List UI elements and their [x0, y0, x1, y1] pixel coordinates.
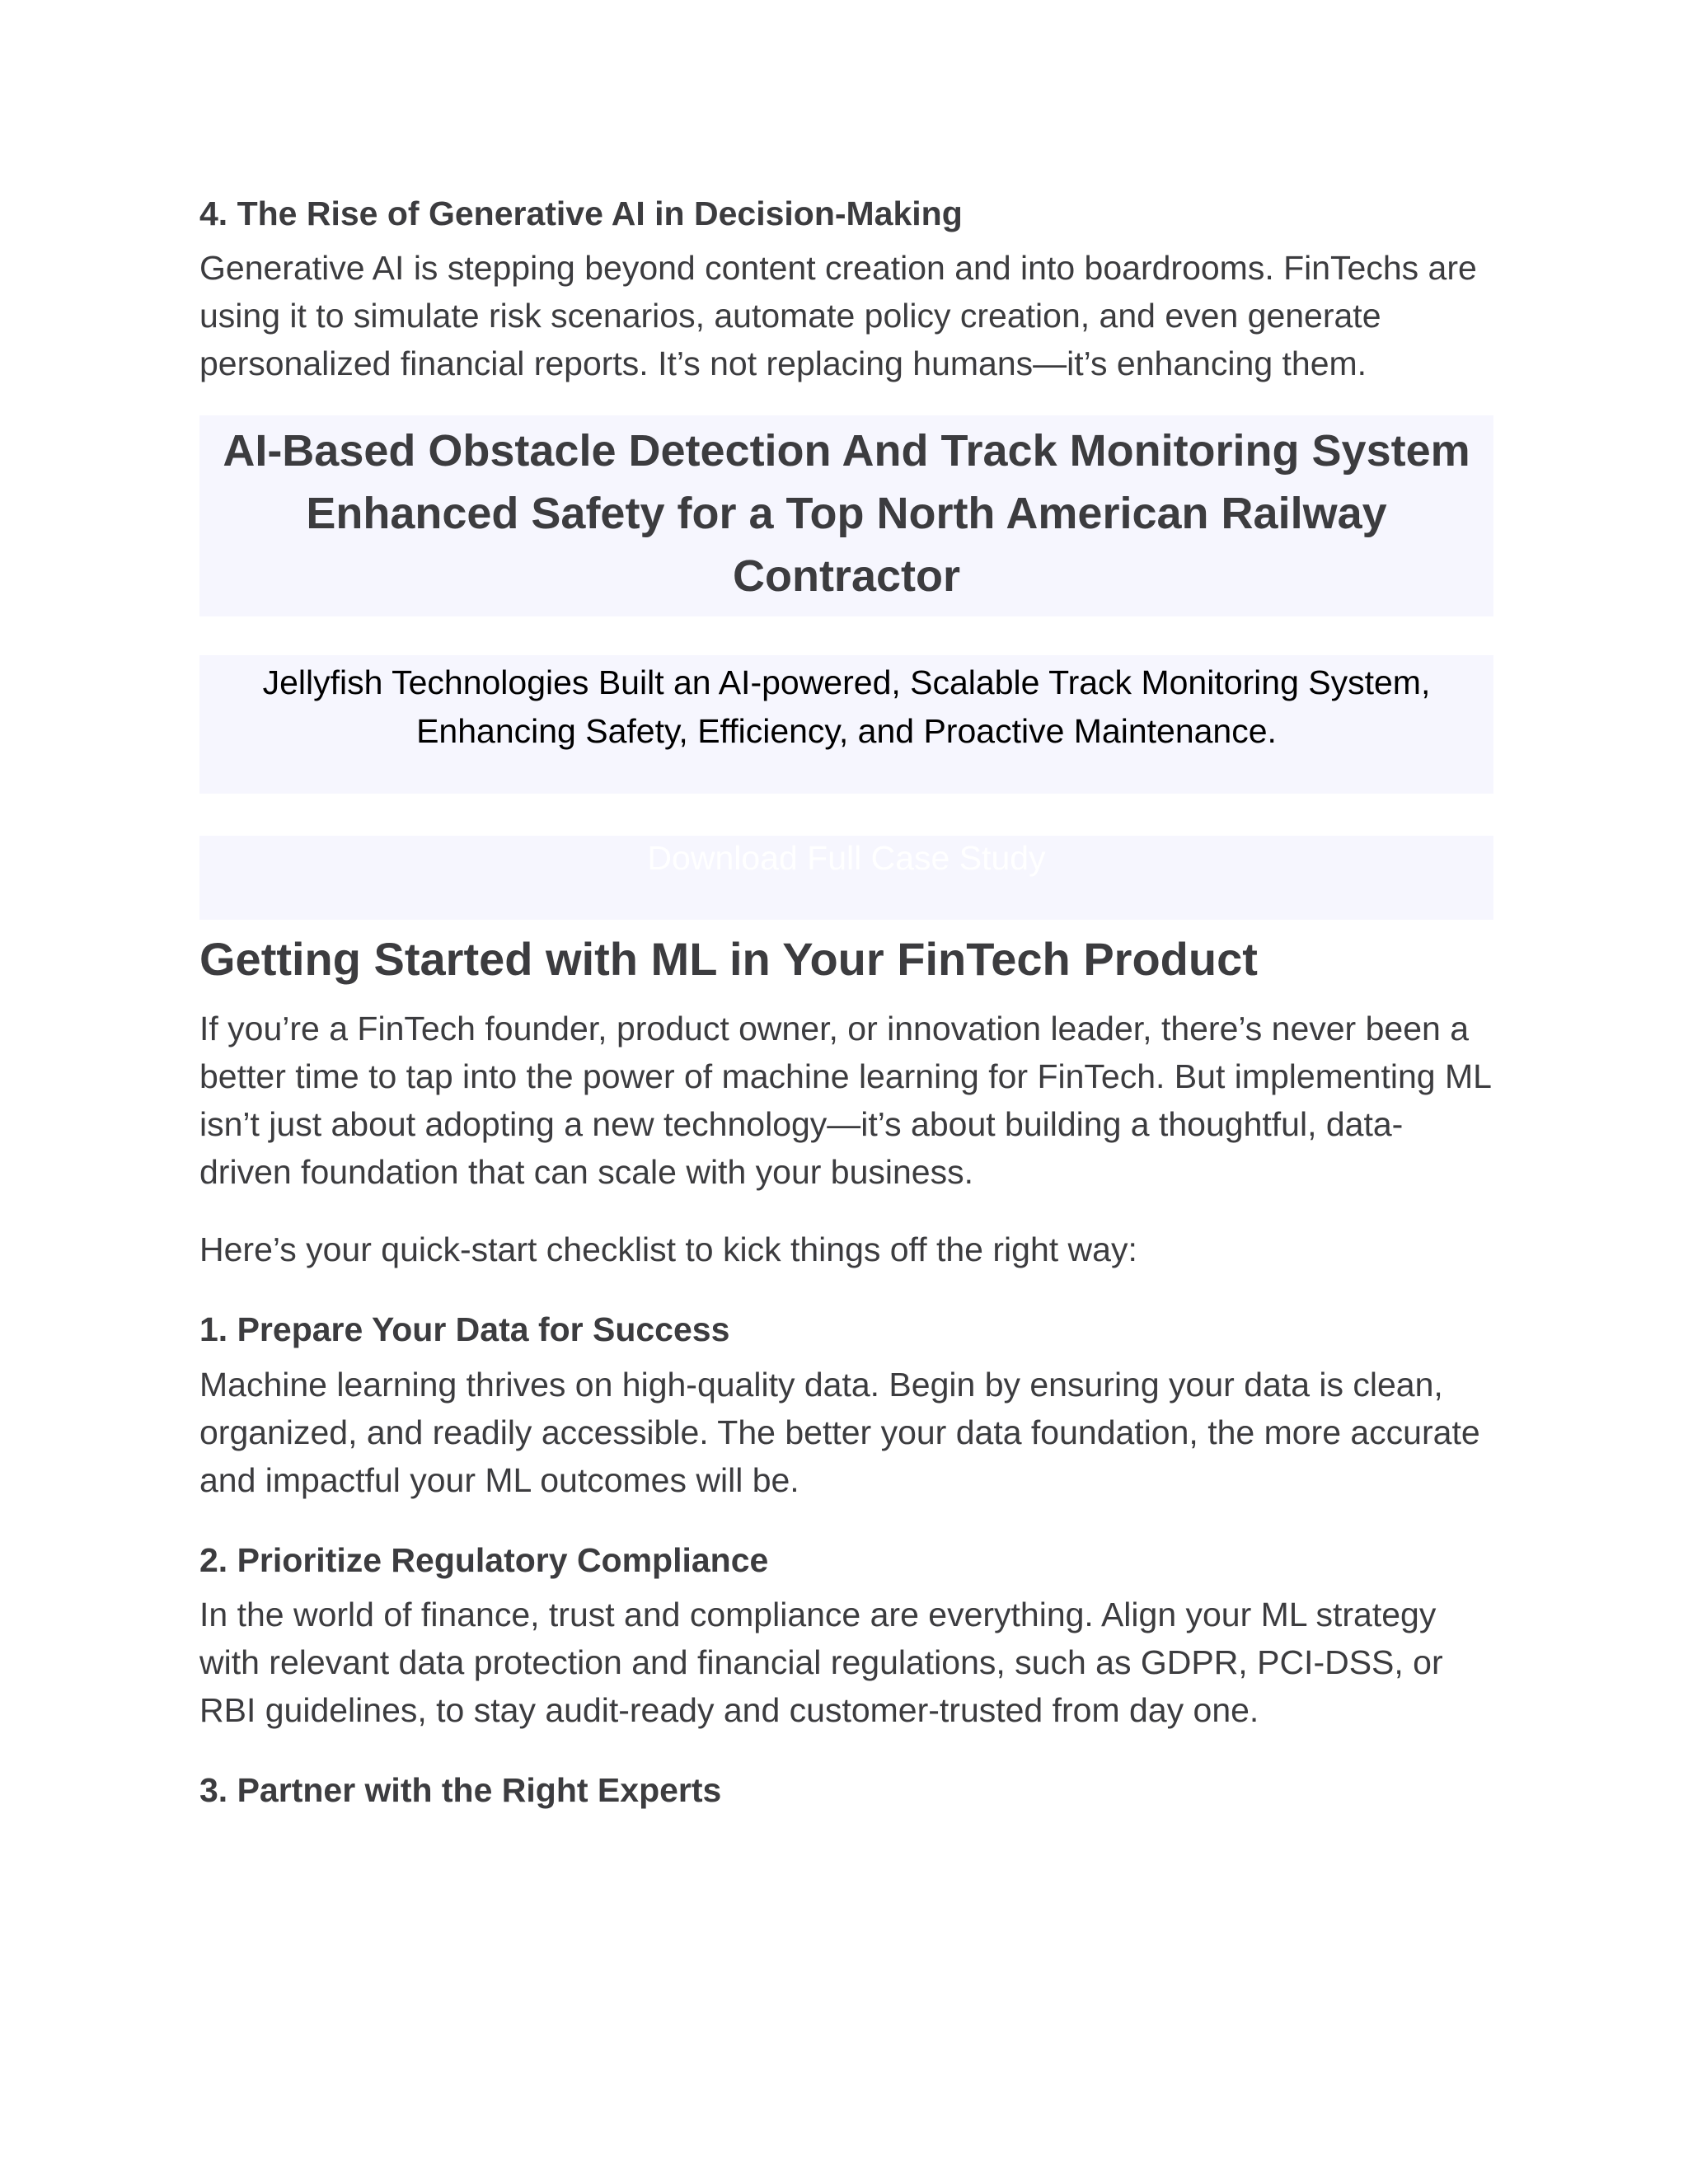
download-case-study-button[interactable] [199, 836, 1493, 920]
section-4-body: Generative AI is stepping beyond content creation and into boardrooms. FinTechs are using it to simulate risk scenarios, automate policy creation, and even generate personalized financial reports. It’s not replacing humans—it’s enhancing them. [199, 249, 1477, 383]
step-3-heading: 3. Partner with the Right Experts [199, 1770, 722, 1809]
step-1-heading: 1. Prepare Your Data for Success [199, 1310, 730, 1349]
checklist-intro: Here’s your quick-start checklist to kick things off the right way: [199, 1230, 1137, 1269]
step-1-body: Machine learning thrives on high-quality data. Begin by ensuring your data is clean, organized, and readily accessible. The better your data foundation, the more accurate and impactful your ML outcomes will be. [199, 1365, 1480, 1499]
section-4-heading: 4. The Rise of Generative AI in Decision-Making [199, 194, 963, 232]
getting-started-heading: Getting Started with ML in Your FinTech Product [199, 933, 1258, 986]
case-study-title-line-1: AI-Based Obstacle Detection And Track Monitoring System [223, 426, 1470, 476]
step-2-heading: 2. Prioritize Regulatory Compliance [199, 1540, 769, 1579]
document-page [199, 194, 1493, 1821]
case-study-title-line-2: Enhanced Safety for a Top North American Railway Contractor [306, 489, 1387, 602]
case-study-title [199, 415, 1493, 616]
download-case-study-label: Download Full Case Study [647, 839, 1046, 878]
case-study-subtitle: Jellyfish Technologies Built an AI-powered, Scalable Track Monitoring System, Enhancing Safety, Efficiency, and Proactive Maintenance. [199, 655, 1493, 794]
getting-started-intro: If you’re a FinTech founder, product owner, or innovation leader, there’s never been a better time to tap into the power of machine learning for FinTech. But implementing ML isn’t just about adopting a new technology—it’s about building a thoughtful, data-driven foundation that can scale with your business. [199, 1010, 1491, 1192]
step-2-body: In the world of finance, trust and compliance are everything. Align your ML strategy with relevant data protection and financial regulations, such as GDPR, PCI-DSS, or RBI guidelines, to stay audit-ready and customer-trusted from day one. [199, 1595, 1443, 1729]
